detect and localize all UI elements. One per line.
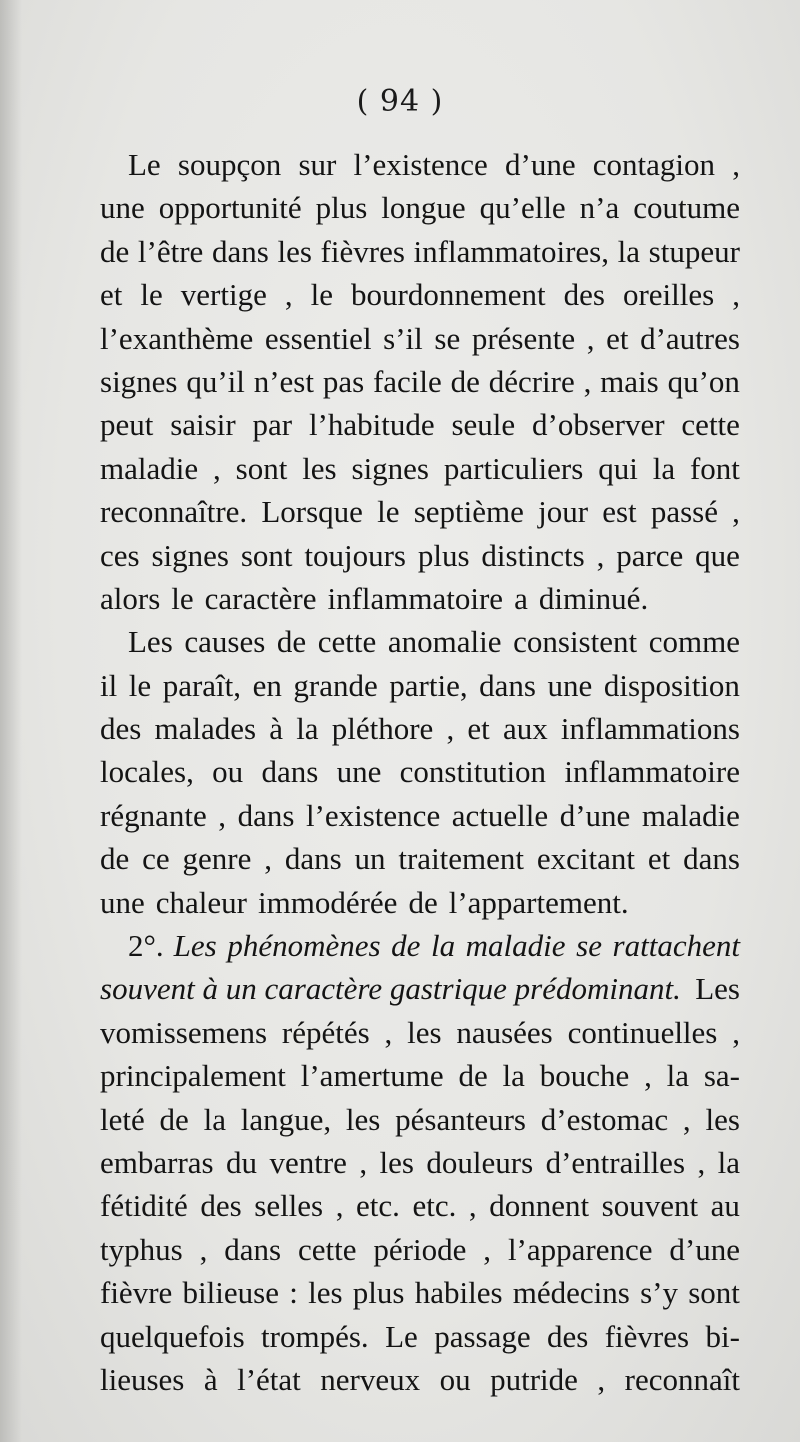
text-word: Les	[128, 624, 173, 660]
text-word: sont	[235, 450, 288, 486]
text-word: partie,	[389, 667, 468, 703]
text-word: l’appartement.	[448, 884, 629, 920]
text-word: et	[606, 320, 629, 356]
text-word: trompés.	[261, 1318, 369, 1354]
text-word: les	[407, 1014, 442, 1050]
text-word: alors	[100, 580, 161, 616]
text-word: typhus	[100, 1231, 183, 1267]
text-line	[100, 707, 740, 750]
text-line	[100, 1358, 740, 1401]
text-word: du	[226, 1144, 258, 1180]
text-word: décrire	[488, 363, 575, 399]
text-word: plus	[417, 537, 470, 573]
text-word: bourdonnement	[351, 277, 546, 313]
body-text	[100, 143, 740, 1401]
text-word: l’être	[137, 233, 204, 269]
section-heading-line-1	[100, 924, 740, 967]
text-word: dans	[211, 233, 269, 269]
text-word: vomissemens	[100, 1014, 268, 1050]
text-word: seule	[451, 407, 516, 443]
text-word: fièvre	[100, 1275, 173, 1311]
text-word: s’il	[383, 320, 423, 356]
text-word: mais	[600, 363, 659, 399]
text-word: des	[563, 277, 605, 313]
text-word: présente	[471, 320, 576, 356]
text-word: etc.	[356, 1188, 400, 1224]
text-word: qu’il	[186, 363, 245, 399]
text-word: d’une	[505, 147, 576, 182]
text-word: vertige	[180, 277, 267, 313]
text-word: de	[100, 233, 130, 269]
text-word: nausées	[456, 1014, 553, 1050]
text-word: toujours	[304, 537, 406, 573]
text-word: passé	[650, 494, 718, 530]
text-word: l’exanthème	[100, 320, 254, 356]
text-line	[100, 534, 740, 577]
text-line	[100, 664, 740, 707]
text-word: stupeur	[648, 233, 740, 269]
text-word: ,	[359, 1144, 368, 1180]
text-word: de	[100, 841, 130, 877]
text-word: chaleur	[155, 884, 247, 920]
text-word: etc.	[412, 1188, 457, 1224]
text-word: période	[373, 1231, 467, 1267]
text-word: sont	[688, 1275, 740, 1311]
text-word: embarras	[100, 1144, 214, 1180]
text-word: des	[547, 1318, 589, 1354]
text-word: grande	[293, 667, 378, 703]
text-line	[100, 1141, 740, 1184]
text-line	[100, 881, 740, 924]
text-word: facile	[372, 363, 442, 399]
text-word: ,	[697, 1144, 706, 1180]
text-word: le	[171, 580, 194, 616]
text-word: le	[377, 494, 400, 530]
section-number: 2°.	[128, 928, 164, 964]
text-word: a	[514, 580, 528, 616]
text-word: essentiel	[264, 320, 372, 356]
page-number: ( 94 )	[356, 84, 444, 119]
text-line	[100, 143, 740, 186]
text-word: ,	[732, 147, 740, 182]
text-word: ,	[483, 1231, 492, 1267]
text-word: genre	[182, 841, 252, 877]
text-word: ,	[199, 1231, 208, 1267]
text-word: s’y	[640, 1275, 678, 1311]
text-word: dans	[237, 797, 295, 833]
text-word: par	[252, 407, 293, 443]
text-word: ,	[335, 1188, 344, 1224]
text-word: Le	[385, 1318, 418, 1354]
text-word: de	[408, 884, 438, 920]
section-continuation: Les	[695, 971, 740, 1007]
text-word: n’a	[579, 190, 620, 226]
text-word: reconnaître.	[100, 494, 248, 530]
text-word: disposition	[603, 667, 740, 703]
text-word: aux	[502, 711, 548, 747]
text-word: ces	[100, 537, 140, 573]
text-word: régnante	[100, 797, 207, 833]
text-word: d’une	[559, 797, 631, 833]
text-line	[100, 1271, 740, 1314]
text-word: bi-	[705, 1318, 740, 1354]
text-word: de	[276, 624, 307, 660]
text-word: ou	[439, 1361, 471, 1397]
text-line	[100, 837, 740, 880]
text-word: le	[128, 667, 152, 703]
text-word: et	[100, 277, 123, 313]
text-line	[100, 317, 740, 360]
text-word: la	[430, 928, 456, 964]
text-word: l’apparence	[507, 1231, 653, 1267]
text-word: à	[269, 711, 284, 747]
text-word: ,	[264, 841, 272, 877]
text-word: d’estomac	[540, 1101, 669, 1137]
text-word: Lorsque	[261, 494, 363, 530]
text-word: n’est	[253, 363, 314, 399]
text-word: sa-	[703, 1058, 740, 1094]
text-word: inflammatoires,	[413, 233, 609, 269]
text-word: traitement	[398, 841, 525, 877]
text-word: de	[450, 363, 480, 399]
text-word: ,	[596, 537, 605, 573]
text-word: dans	[683, 841, 740, 877]
text-word: reconnaît	[624, 1361, 740, 1397]
text-word: plus	[315, 190, 368, 226]
text-line	[100, 490, 740, 533]
text-word: ou	[212, 754, 244, 790]
text-word: qu’on	[667, 363, 740, 399]
text-word: ,	[597, 1361, 606, 1397]
section-heading-line-2	[100, 967, 740, 1010]
text-word: locales,	[100, 754, 194, 790]
text-word: des	[200, 1188, 242, 1224]
text-word: ,	[644, 1058, 652, 1094]
text-word: Le	[128, 147, 161, 182]
text-word: langue,	[240, 1101, 332, 1137]
text-word: nerveux	[320, 1361, 421, 1397]
text-word: la	[502, 1058, 525, 1094]
text-word: signes	[351, 450, 429, 486]
text-word: signes	[100, 363, 178, 399]
text-word: particuliers	[443, 450, 584, 486]
section-title-part-2: souvent à un caractère gastrique prédominant.	[100, 971, 681, 1007]
text-word: donnent	[489, 1188, 590, 1224]
paragraph-lines	[100, 143, 740, 924]
text-line	[100, 1011, 740, 1054]
text-line	[100, 273, 740, 316]
text-word: qui	[598, 450, 638, 486]
text-word: dans	[479, 667, 536, 703]
text-word: cette	[297, 1231, 357, 1267]
text-line	[100, 1184, 740, 1227]
text-word: d’entrailles	[545, 1144, 686, 1180]
text-word: l’existence	[353, 147, 488, 182]
text-word: se	[576, 928, 602, 964]
text-word: en	[252, 667, 282, 703]
text-word: ,	[218, 797, 227, 833]
paragraph-lines-2	[100, 1011, 740, 1402]
text-word: l’amertume	[300, 1058, 444, 1094]
text-word: les	[277, 233, 312, 269]
text-word: inflammations	[560, 711, 740, 747]
text-word: distincts	[481, 537, 585, 573]
text-word: il	[100, 667, 118, 703]
text-word: la	[717, 1144, 740, 1180]
text-word: d’autres	[640, 320, 740, 356]
text-word: leté	[100, 1101, 145, 1137]
text-word: et	[467, 711, 490, 747]
text-word: cette	[681, 407, 740, 443]
text-word: ,	[468, 1188, 477, 1224]
text-word: de	[159, 1101, 189, 1137]
text-word: fièvres	[604, 1318, 690, 1354]
text-word: consistent	[513, 624, 638, 660]
text-word: putride	[490, 1361, 578, 1397]
text-word: ,	[583, 363, 592, 399]
text-word: sont	[240, 537, 293, 573]
text-word: qu’elle	[479, 190, 566, 226]
text-word: longue	[381, 190, 466, 226]
text-word: rattachent	[612, 928, 740, 964]
text-word: la	[652, 450, 676, 486]
text-word: habiles	[414, 1275, 503, 1311]
text-word: anomalie	[387, 624, 502, 660]
text-word: caractère	[204, 580, 317, 616]
text-word: les	[705, 1101, 740, 1137]
text-word: ,	[446, 711, 455, 747]
text-word: ,	[732, 1014, 740, 1050]
text-word: bouche	[539, 1058, 630, 1094]
text-word: soupçon	[177, 147, 282, 182]
text-word: les	[345, 1101, 381, 1137]
text-word: l’existence	[305, 797, 441, 833]
text-word: médecins	[512, 1275, 630, 1311]
text-word: les	[379, 1144, 414, 1180]
text-word: actuelle	[451, 797, 549, 833]
text-line	[100, 1054, 740, 1097]
text-word: comme	[648, 624, 740, 660]
text-word: d’une	[669, 1231, 740, 1267]
text-word: douleurs	[426, 1144, 534, 1180]
text-word: coutume	[633, 190, 740, 226]
text-word: maladie	[465, 928, 566, 964]
text-word: les	[302, 450, 337, 486]
text-line	[100, 403, 740, 446]
text-word: ,	[732, 277, 740, 313]
text-word: une	[100, 884, 145, 920]
text-word: continuelles	[567, 1014, 718, 1050]
text-word: lieuses	[100, 1361, 185, 1397]
text-line	[100, 186, 740, 229]
text-word: l’habitude	[308, 407, 435, 443]
text-word: bilieuse	[182, 1275, 279, 1311]
text-word: les	[308, 1275, 343, 1311]
text-word: phénomènes	[227, 928, 381, 964]
text-word: septième	[413, 494, 524, 530]
page-edge-shadow	[0, 0, 22, 1442]
text-word: principalement	[100, 1058, 286, 1094]
text-word: est	[602, 494, 637, 530]
text-word: de	[458, 1058, 488, 1094]
text-word: dans	[284, 841, 342, 877]
text-word: Les	[173, 928, 217, 964]
text-word: selles	[254, 1188, 324, 1224]
text-line	[100, 1098, 740, 1141]
text-word: se	[434, 320, 461, 356]
text-word: ce	[142, 841, 170, 877]
text-line	[100, 1228, 740, 1271]
text-word: :	[289, 1275, 298, 1311]
text-word: la	[203, 1101, 226, 1137]
text-word: la	[296, 711, 319, 747]
text-word: pésanteurs	[395, 1101, 526, 1137]
text-word: souvent	[601, 1188, 699, 1224]
text-word: une	[547, 667, 593, 703]
text-word: opportunité	[158, 190, 302, 226]
text-word: maladie	[641, 797, 740, 833]
text-word: de	[391, 928, 421, 964]
text-line	[100, 620, 740, 663]
text-word: le	[140, 277, 163, 313]
text-word: ,	[284, 277, 293, 313]
text-word: ,	[213, 450, 221, 486]
text-word: ,	[586, 320, 595, 356]
text-word: jour	[538, 494, 589, 530]
text-word: excitant	[536, 841, 636, 877]
text-word: au	[710, 1188, 740, 1224]
text-word: plus	[352, 1275, 405, 1311]
text-word: à	[203, 1361, 218, 1397]
text-word: paraît,	[162, 667, 242, 703]
text-word: une	[336, 754, 382, 790]
text-word: immodérée	[257, 884, 398, 920]
text-word: dans	[224, 1231, 282, 1267]
text-word: oreilles	[622, 277, 715, 313]
text-word: dans	[261, 754, 319, 790]
text-word: cette	[317, 624, 377, 660]
text-word: peut	[100, 407, 154, 443]
text-word: une	[100, 190, 145, 226]
text-word: ,	[732, 494, 740, 530]
text-word: pléthore	[331, 711, 434, 747]
text-word: la	[617, 233, 640, 269]
text-word: constitution	[399, 754, 547, 790]
text-word: maladie	[100, 450, 199, 486]
text-line	[100, 1315, 740, 1358]
text-word: ,	[384, 1014, 393, 1050]
section-title-part-1	[174, 924, 740, 967]
text-word: que	[695, 537, 740, 573]
text-word: contagion	[592, 147, 716, 182]
text-line	[100, 794, 740, 837]
text-word: des	[100, 711, 142, 747]
text-word: un	[354, 841, 386, 877]
text-word: inflammatoire	[564, 754, 740, 790]
text-word: causes	[184, 624, 266, 660]
text-line	[100, 360, 740, 403]
text-word: parce	[616, 537, 684, 573]
text-word: l’état	[237, 1361, 301, 1397]
text-word: fièvres	[320, 233, 405, 269]
text-word: saisir	[170, 407, 236, 443]
text-word: fétidité	[100, 1188, 188, 1224]
text-word: malades	[154, 711, 257, 747]
text-word: signes	[151, 537, 229, 573]
text-word: sur	[298, 147, 337, 182]
text-word: pas	[322, 363, 365, 399]
text-word: diminué.	[538, 580, 649, 616]
text-line	[100, 230, 740, 273]
text-line	[100, 447, 740, 490]
text-word: inflammatoire	[327, 580, 504, 616]
text-word: la	[666, 1058, 689, 1094]
text-word: ventre	[269, 1144, 347, 1180]
text-word: quelquefois	[100, 1318, 245, 1354]
text-word: répétés	[281, 1014, 370, 1050]
text-line	[100, 750, 740, 793]
text-word: le	[310, 277, 334, 313]
text-word: d’observer	[532, 407, 665, 443]
text-word: et	[647, 841, 671, 877]
text-word: ,	[682, 1101, 691, 1137]
text-line	[100, 577, 740, 620]
text-word: font	[689, 450, 740, 486]
text-word: passage	[434, 1318, 531, 1354]
